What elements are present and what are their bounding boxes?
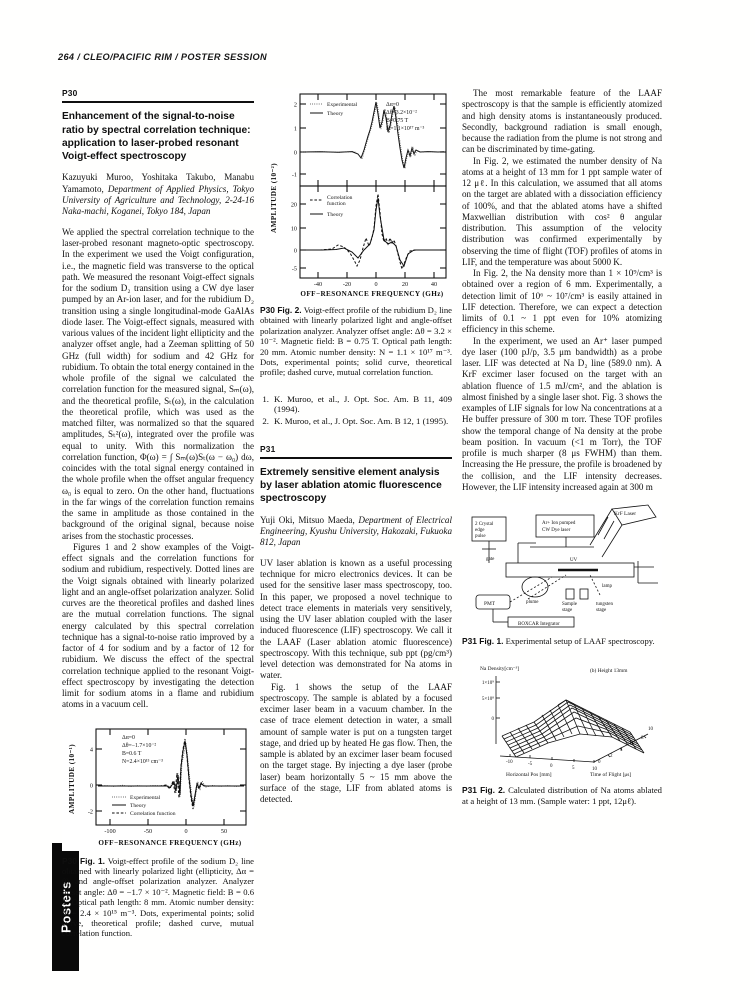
p31-fig1-label-lamp: lamp xyxy=(602,584,612,589)
p30-fig1-plot xyxy=(62,723,254,851)
p30-fig2u-legend-0: Experimental xyxy=(327,102,358,108)
p30-authors xyxy=(62,172,254,218)
p31-fig2-caption-text: Calculated distribution of Na atoms ablated at a height of 13 mm. (Sample water: 1 ppt, 12μℓ). xyxy=(462,785,662,806)
svg-text:50: 50 xyxy=(220,827,228,835)
reference-item xyxy=(260,394,452,415)
column-3 xyxy=(462,88,662,806)
p30-fig2u-anno-2: B=0.75 T xyxy=(386,118,409,124)
p30-fig1-anno-3: N=2.4×10¹⁵ cm⁻³ xyxy=(122,758,163,765)
p31-fig1-label-boxcar: BOXCAR Integrator xyxy=(518,622,560,627)
p30-fig1-xlabel: OFF−RESONANCE FREQUENCY (GHz) xyxy=(98,838,242,847)
p30-authors-names: Kazuyuki Muroo, Yoshitaka Takubo, Manabu Yamamoto, xyxy=(62,172,254,194)
p31-fig1-label-gate: gate xyxy=(486,557,495,562)
p30-fig2u-anno-0: Δα=0 xyxy=(386,102,399,108)
svg-text:0: 0 xyxy=(374,281,378,288)
svg-text:-40: -40 xyxy=(313,281,323,288)
p31-authors-affiliation: Department of Electrical Engineering, Kyushu University, Hakozaki, Fukuoka 812, Japan xyxy=(260,514,452,548)
p30-fig2u-anno-3: N=1.1×10¹⁷ m⁻³ xyxy=(386,126,425,132)
p31-fig1-label-uv: UV xyxy=(570,558,578,563)
p31-fig2-xtick-1: -5 xyxy=(528,762,533,768)
p30-fig2l-legend-0a: Correlation xyxy=(327,195,353,201)
p31-paragraph-2: Fig. 1 shows the setup of the LAAF spectroscopy. The sample is ablated by a focused excimer laser beam in a vacuum chamber. In the case of trace element detection in water, a small amount of sample water is put on a tungsten target stage, and dried up by heated He gas flow. Then, the sample is ablated by an excimer laser beam focused on the target stage. By injecting a dye laser (probe laser) beam horizontally 5 ~ 15 mm above the surface of the stage, LIF from ablated atoms is detected. xyxy=(260,681,452,805)
p30-fig1-legend-2: Correlation function xyxy=(130,810,176,817)
svg-text:0: 0 xyxy=(184,827,188,835)
p31-fig1-label-krf: KrF Laser xyxy=(614,511,637,517)
svg-text:-1: -1 xyxy=(291,171,297,179)
p31-authors xyxy=(260,515,452,549)
p30-fig1-legend xyxy=(112,795,176,817)
svg-text:2: 2 xyxy=(293,101,297,109)
p31-paragraph-5: In Fig. 2, the Na density more than 1 × 10⁹/cm³ is obtained over a region of 6 mm. Experimentally, a detection limit of 10⁶ ~ 10⁷/cm³ is easily attained in LIF detection. Therefore, we can expect a detection limits of 0.1 ~ 1 ppt even for 10% atomizing efficiency in this scheme. xyxy=(462,268,662,335)
svg-text:-50: -50 xyxy=(143,827,153,835)
svg-text:20: 20 xyxy=(401,281,409,288)
p31-fig2-ytick-4: 8 xyxy=(641,736,644,742)
svg-text:10: 10 xyxy=(290,225,297,233)
p31-fig2-ztick-0: 1×10⁹ xyxy=(481,681,494,687)
p31-title-rule xyxy=(260,457,452,459)
p30-fig1-caption xyxy=(62,856,254,939)
svg-text:0: 0 xyxy=(293,149,297,157)
reference-item xyxy=(260,416,452,427)
p30-authors-affiliation: Department of Applied Physics, Tokyo University of Agriculture and Technology, 2-24-16 Naka-machi, Koganei, Tokyo 184, Japan xyxy=(62,183,255,217)
p31-fig1-caption xyxy=(462,636,662,646)
p31-fig1-label-crystal: 2 Crystal xyxy=(475,522,494,527)
svg-text:-5: -5 xyxy=(291,265,297,273)
p31-fig2-ztick-2: 0 xyxy=(491,717,494,723)
p31-fig2-zlabel: Na Density[cm⁻³] xyxy=(480,666,520,673)
p30-id: P30 xyxy=(62,88,78,98)
p31-fig2-ytick-5: 10 xyxy=(648,727,653,733)
p30-fig2-caption-label: P30 Fig. 2. xyxy=(260,305,302,315)
p31-fig2-ztick-1: 5×10⁸ xyxy=(481,697,494,703)
p31-paragraph-1: UV laser ablation is known as a useful processing technique for micro electronics devices. It can be used for the sensitive laser mass spectroscopy, too. In this paper, we proposed a novel technique to detect trace elements in materials very sensitively, using the UV laser ablation coupled with the laser induced fluorescence (LIF) spectroscopy. We call it the LAAF (Laser ablation atomic fluorescence) spectroscopy. With this technique, sub ppt (pg/cm³) level detection was demonstrated for Na atoms in water. xyxy=(260,557,452,681)
p31-fig2-caption xyxy=(462,785,662,806)
p30-title: Enhancement of the signal-to-noise ratio by spectral correlation technique: application to laser-probed resonant Voigt-effect spectroscopy xyxy=(62,111,251,162)
p31-fig2-ytick-2: 4 xyxy=(620,748,623,754)
p30-fig2l-legend-0b: function xyxy=(327,201,346,207)
p31-paragraph-4: In Fig. 2, we estimated the number density of Na atoms at a height of 13 mm for 1 ppt sample water of 12 μℓ. In this calculation, we assumed that all atoms on the target are ablated with a dissociation efficiency of 100%, and that the ablated atoms have a shifted Maxwellian distribution with cos² θ angular distribution. This assumption of the velocity distribution was confirmed experimentally by observing the time of flight (TOF) profiles of atoms in LIF, and the temperature was about 5000 K. xyxy=(462,155,662,267)
p30-fig1-legend-1: Theory xyxy=(130,802,147,809)
p31-fig2-ytick-0: 0 xyxy=(598,760,601,766)
p30-fig2-xlabel: OFF−RESONANCE FREQUENCY (GHz) xyxy=(300,290,444,298)
p30-fig2-plot xyxy=(260,88,456,300)
p31-fig2-xlabel: Horizontal Pos [mm] xyxy=(506,772,552,779)
p31-fig2-ytick-1: 2 xyxy=(610,754,613,760)
p31-fig2-xtick-4: 10 xyxy=(592,767,597,773)
p31-fig1-diagram xyxy=(462,503,662,631)
posters-side-tab-label: Posters xyxy=(58,881,73,933)
p31-fig1-label-pmt: PMT xyxy=(484,601,496,607)
p31-fig1-label-sample: Sample xyxy=(562,602,577,607)
svg-text:0: 0 xyxy=(89,782,93,790)
p31-paragraph-6: In the experiment, we used an Ar⁺ laser pumped dye laser (100 pJ/p, 3.5 μm bandwidth) as a probe laser. LIF was detected at Na D₂ line (589.0 nm). A KrF excimer laser focused on the target with an ablation fluence of 1.5 mJ/cm², and the ablation is almost finished by a single laser shot. Fig. 3 shows the examples of LIF signals for low Na concentrations at a He buffer pressure of 300 m torr. These TOF profiles show the temporal change of Na density at the probe beam position. In vacuum (<1 m Torr), the TOF profile is much sharper (8 μs FWHM) than them. Increasing the He pressure, the profile is broadened by the collision, and the LIF intensity decreases. However, the LIF intensity increased again at 300 m xyxy=(462,335,662,492)
p31-fig1-label-crystal2: edge xyxy=(475,528,485,533)
p31-fig2-title: (b) Height 13mm xyxy=(590,668,628,675)
p31-figure-2 xyxy=(462,660,662,780)
p30-fig2u-anno-1: Δθ=3.2×10⁻² xyxy=(386,110,417,116)
p30-fig2u-legend-1: Theory xyxy=(327,111,344,117)
p31-fig2-surface xyxy=(462,660,662,780)
svg-text:4: 4 xyxy=(89,746,93,754)
svg-text:40: 40 xyxy=(430,281,438,288)
p31-fig2-xtick-2: 0 xyxy=(550,764,553,770)
p30-fig1-ylabel: AMPLITUDE (10⁻¹) xyxy=(68,743,76,814)
p30-figure-2 xyxy=(260,88,452,300)
p31-fig1-label-sample2: stage xyxy=(562,608,573,613)
p31-fig1-caption-label: P31 Fig. 1. xyxy=(462,636,504,646)
p30-fig1-caption-label: P30 Fig. 1. xyxy=(62,855,105,866)
p31-fig1-caption-text: Experimental setup of LAAF spectroscopy. xyxy=(503,636,655,646)
p31-figure-1 xyxy=(462,503,662,631)
p31-fig1-label-plume: plume xyxy=(526,600,539,605)
p30-fig2u-legend xyxy=(310,102,358,117)
p30-title-rule xyxy=(62,101,254,103)
p31-authors-names: Yuji Oki, Mitsuo Maeda, xyxy=(260,514,359,525)
reference-text: K. Muroo, et al., J. Opt. Soc. Am. B 12, 1 (1995). xyxy=(274,416,449,427)
column-2 xyxy=(260,88,452,805)
p30-fig1-caption-text: Voigt-effect profile of the sodium D₂ line obtained with linearly polarized light (ellipticity, Δα = 0) and angle-offset polarization analyzer. Analyzer offset angle: Δθ = −1.7 × 10⁻². Magnetic field: B = 0.6 T. Optical path length: 8 mm. Atomic number density: N = 2.4 × 10¹⁵ m⁻³. Dots, experimental points; solid curve, theoretical profile; dashed curve, mutual correlation function. xyxy=(62,855,254,939)
p31-fig2-caption-label: P31 Fig. 2. xyxy=(462,785,506,796)
p30-references xyxy=(260,394,452,427)
p30-fig1-anno-0: Δα=0 xyxy=(122,734,135,741)
p30-fig2l-legend-1: Theory xyxy=(327,212,344,218)
p31-fig1-label-crystal3: pulse xyxy=(475,534,486,539)
svg-text:-2: -2 xyxy=(87,808,93,816)
p30-paragraph-2: Figures 1 and 2 show examples of the Voigt-effect signals and the correlation functions for sodium and rubidium, respectively. Dotted lines are the Voigt signals obtained with linearly polarized light and an angle-offset polarization analyzer. Solid curves are the theoretical profiles and dashed lines are the mutual correlation functions. The signal energy calculated by this spectral correlation technique has a signal-to-noise ratio improved by a factor of 4 for sodium and by a factor of 12 for rubidium. We discuss the effect of the spectral correlation technique applied to the resonant Voigt-effect spectroscopy by investigating the detection limit for sodium atoms in a flame and rubidium atoms in a vacuum cell. xyxy=(62,541,254,710)
p30-fig2l-legend xyxy=(310,195,353,218)
column-1 xyxy=(62,88,254,939)
p30-fig2-caption-text: Voigt-effect profile of the rubidium D₂ line obtained with linearly polarized light and angle-offset polarization analyzer. Analyzer offset angle: Δθ = 3.2 × 10⁻². Magnetic field: B = 0.75 T. Optical path length: 20 mm. Atomic number density: N = 1.1 × 10¹⁷ m⁻³. Dots, experimental points; solid curve, theoretical profile; dashed curve, mutual correlation function. xyxy=(260,305,452,378)
p31-fig2-ylabel: Time of Flight [μs] xyxy=(590,772,632,779)
p30-fig1-anno-1: Δθ=−1.7×10⁻² xyxy=(122,742,157,749)
p30-fig1-legend-0: Experimental xyxy=(130,794,161,801)
reference-number: 1. xyxy=(262,393,269,404)
p31-fig1-label-target2: stage xyxy=(596,608,607,613)
p31-title: Extremely sensitive element analysis by laser ablation atomic fluorescence spectroscopy xyxy=(260,467,442,505)
p31-fig2-xtick-3: 5 xyxy=(572,766,575,772)
p30-figure-1 xyxy=(62,723,254,851)
svg-text:1: 1 xyxy=(293,125,297,133)
p30-fig2-caption xyxy=(260,305,452,378)
p31-fig1-label-dyelaser2: CW Dye laser xyxy=(542,528,571,533)
p31-id: P31 xyxy=(260,443,276,454)
reference-number: 2. xyxy=(262,416,269,427)
p31-fig1-label-target: tungsten xyxy=(596,602,613,607)
p31-fig2-ytick-3: 6 xyxy=(630,742,633,748)
p30-fig1-anno-2: B=0.6 T xyxy=(122,750,142,757)
p30-fig2-ylabel: AMPLITUDE (10⁻²) xyxy=(270,162,278,234)
p31-fig2-xtick-0: -10 xyxy=(506,760,513,766)
p31-fig1-label-dyelaser: Ar+ Ion pumped xyxy=(542,521,576,526)
p30-paragraph-1: We applied the spectral correlation technique to the laser-probed resonant magneto-optic spectroscopy. In the experiment we used the Voigt configuration, i.e., the magnetic field was transverse to the optical path. We measured the resonant Voigt-effect signals for the sodium D₂ transition using a CW dye laser pumped by an Ar-ion laser, and for the rubidium D₂ transition using a single longitudinal-mode GaAlAs diode laser. The Voigt-effect signals, measured with various values of the incident light ellipticity and the analyzer offset angle, had a Zeeman splitting of 50 GHz (full width) for sodium and 42 GHz for rubidium. To obtain the total energy contained in the whole profile of the signal we calculated the correlation function for the measured signal, Sₘ(ω), and the theoretical profile, Sₜ(ω), in the calculation the theoretical profile, which was used as the matched filter, was normalized so that the squared amplitudes, Sₜ²(ω), integrated over the profile was equal to unity. With this normalization the correlation function, Φ(ω) = ∫ Sₘ(ω)Sₜ(ω − ω₀) dω, coincides with the total signal energy contained in the whole profile when the offset angular frequency ω₀ is equal to zero. On the other hand, fluctuations in the far wings of the correlation function remains the same in amplitude as those contained in the background of the original signal, because noise arises from the stochastic processes. xyxy=(62,226,254,541)
svg-text:-20: -20 xyxy=(342,281,352,288)
reference-text: K. Muroo, et al., J. Opt. Soc. Am. B 11, 409 (1994). xyxy=(274,393,452,415)
svg-text:-100: -100 xyxy=(104,827,116,835)
p31-paragraph-3: The most remarkable feature of the LAAF spectroscopy is that the sample is efficiently atomized and high density atoms is instantaneously produced. Secondly, background radiation is small enough, because the radiation from the plume is not strong and can be discriminated by time-gating. xyxy=(462,88,662,155)
running-head: 264 / CLEO/PACIFIC RIM / POSTER SESSION xyxy=(58,52,268,62)
svg-text:20: 20 xyxy=(290,201,297,209)
svg-text:0: 0 xyxy=(293,247,297,255)
